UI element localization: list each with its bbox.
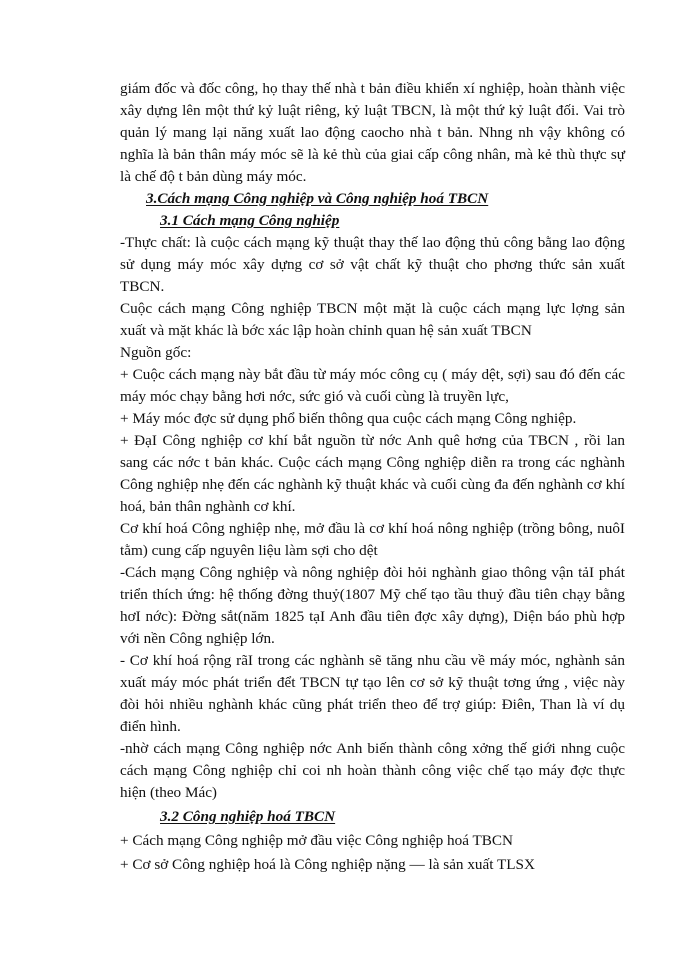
paragraph-giao-thong: -Cách mạng Công nghiệp và nông nghiệp đòi hỏi nghành giao thông vận tảI phát triển thích ứng: hệ thống đờng thuỷ(1807 Mỹ chế tạo tầu thuỷ đầu tiên chạy bằng hơI nớc): Đờng sắt(năm 1825 tạI Anh đầu tiên đợc xây dựng), Diện báo phù hợp với nền Công nghiệp lớn. bbox=[120, 564, 625, 647]
paragraph-co-khi-rong-rai: - Cơ khí hoá rộng rãI trong các nghành sẽ tăng nhu cầu về máy móc, nghành sản xuất máy móc phát triển đểt TBCN tự tạo lên cơ sở kỹ thuật tơng ứng , việc này đòi hỏi nhiều nghành khác cũng phát triển theo để trợ giúp: Điên, Than là ví dụ điển hình. bbox=[120, 652, 625, 735]
heading-section-3-2: 3.2 Công nghiệp hoá TBCN bbox=[160, 808, 336, 825]
paragraph-may-moc-pho-bien: + Máy móc đợc sử dụng phổ biến thông qua cuộc cách mạng Công nghiệp. bbox=[120, 410, 577, 427]
paragraph-co-khi-hoa: Cơ khí hoá Công nghiệp nhẹ, mở đầu là cơ khí hoá nông nghiệp (trồng bông, nuôI tằm) cung cấp nguyên liệu làm sợi cho dệt bbox=[120, 520, 625, 559]
heading-section-3-1: 3.1 Cách mạng Công nghiệp bbox=[160, 212, 340, 229]
paragraph-co-so-cnh: + Cơ sở Công nghiệp hoá là Công nghiệp nặng — là sản xuất TLSX bbox=[120, 856, 535, 873]
paragraph-cuoc-cach-mang: Cuộc cách mạng Công nghiệp TBCN một mặt là cuộc cách mạng lực lợng sản xuất và mặt khác là bớc xác lập hoàn chỉnh quan hệ sản xuất TBCN bbox=[120, 300, 625, 339]
heading-section-3: 3.Cách mạng Công nghiệp và Công nghiệp hoá TBCN bbox=[146, 190, 489, 207]
document-page bbox=[120, 78, 625, 876]
paragraph-nguon-goc: Nguồn gốc: bbox=[120, 344, 192, 361]
paragraph-dai-cong-nghiep: + ĐạI Công nghiệp cơ khí bắt nguồn từ nớc Anh quê hơng của TBCN , rồi lan sang các nớc t bản khác. Cuộc cách mạng Công nghiệp diễn ra trong các nghành Công nghiệp nhẹ đến các nghành kỹ thuật khác và cuối cùng đa đến nghành cơ khí hoá, bản thân nghành cơ khí. bbox=[120, 432, 625, 515]
paragraph-thuc-chat: -Thực chất: là cuộc cách mạng kỹ thuật thay thế lao động thủ công bằng lao động sử dụng máy móc xây dựng cơ sở vật chất kỹ thuật cho phơng thức sản xuất TBCN. bbox=[120, 234, 625, 295]
paragraph-may-moc-cong-cu: + Cuộc cách mạng này bắt đầu từ máy móc công cụ ( máy dệt, sợi) sau đó đến các máy móc chạy bằng hơi nớc, sức gió và cuối cùng là truyền lực, bbox=[120, 366, 625, 405]
paragraph-anh-cong-xuong: -nhờ cách mạng Công nghiệp nớc Anh biến thành công xởng thế giới nhng cuộc cách mạng Công nghiệp chỉ coi nh hoàn thành công việc chế tạo máy đợc thực hiện (theo Mác) bbox=[120, 740, 625, 801]
paragraph-intro: giám đốc và đốc công, họ thay thế nhà t bản điều khiển xí nghiệp, hoàn thành việc xây dựng lên một thứ kỷ luật riêng, kỷ luật TBCN, là một thứ kỷ luật đối. Vai trò quản lý mang lại năng xuất lao động caocho nhà t bản. Nhng nh vậy không có nghĩa là bản thân máy móc sẽ là kẻ thù của giai cấp công nhân, mà kẻ thù thực sự là chế độ t bản dùng máy móc. bbox=[120, 80, 625, 185]
paragraph-mo-dau-cnh: + Cách mạng Công nghiệp mở đầu việc Công nghiệp hoá TBCN bbox=[120, 832, 513, 849]
